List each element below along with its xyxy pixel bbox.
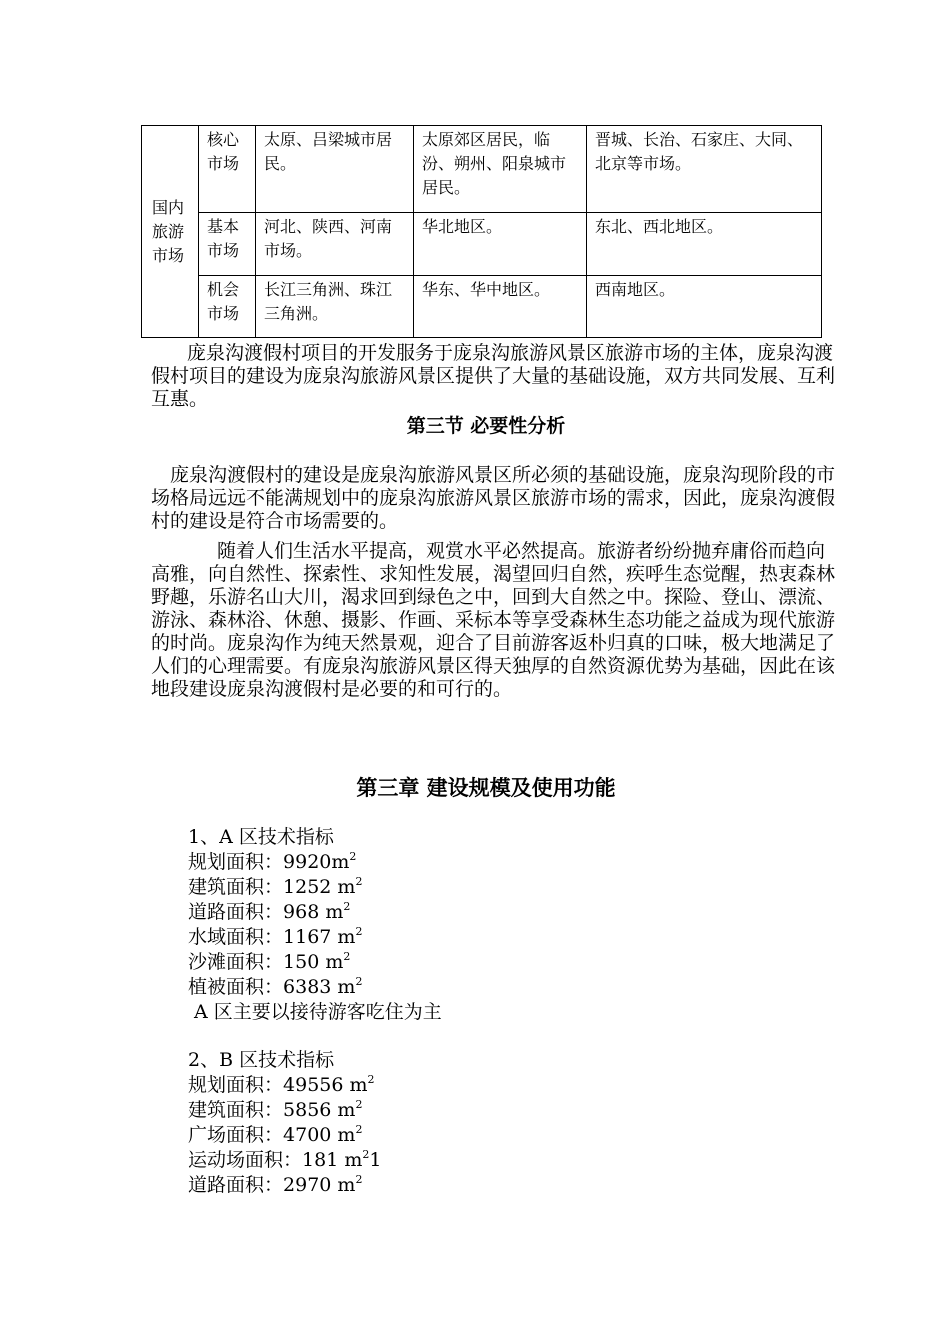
- spec-label: 道路面积：: [188, 901, 284, 923]
- table-cell: 华北地区。: [414, 213, 587, 276]
- spec-label: 水域面积：: [188, 926, 284, 948]
- spec-line: [188, 1123, 381, 1148]
- spec-label: 规划面积：: [188, 1074, 284, 1096]
- spec-line: [188, 875, 442, 900]
- spec-unit-exp: 2: [355, 1098, 363, 1111]
- spec-line: [188, 1173, 381, 1198]
- spec-value: 6383 m: [283, 976, 356, 998]
- spec-unit-exp: 2: [355, 1173, 363, 1186]
- spec-label: 沙滩面积：: [188, 951, 284, 973]
- table-cell: 晋城、长治、石家庄、大同、北京等市场。: [587, 126, 822, 213]
- spec-note: A 区主要以接待游客吃住为主: [194, 1001, 442, 1023]
- spec-label: 道路面积：: [188, 1174, 284, 1196]
- spec-title: 1、A 区技术指标: [188, 826, 334, 848]
- table-row: [142, 126, 822, 213]
- market-tier: 机会市场: [199, 276, 256, 338]
- spec-line: [188, 1098, 381, 1123]
- market-category: 国内旅游市场: [142, 126, 199, 338]
- spec-unit-exp: 2: [343, 900, 351, 913]
- market-tier: 核心市场: [199, 126, 256, 213]
- spec-label: 规划面积：: [188, 851, 284, 873]
- table-cell: 东北、西北地区。: [587, 213, 822, 276]
- spec-line: [188, 900, 442, 925]
- table-row: [142, 213, 822, 276]
- spec-value: 2970 m: [283, 1174, 356, 1196]
- spec-unit-exp: 2: [355, 975, 363, 988]
- spec-label: 植被面积：: [188, 976, 284, 998]
- spec-value: 150 m: [283, 951, 344, 973]
- spec-value: 5856 m: [283, 1099, 356, 1121]
- table-cell: 长江三角洲、珠江三角洲。: [256, 276, 414, 338]
- spec-suffix: 1: [369, 1149, 382, 1171]
- spec-unit-exp: 2: [355, 875, 363, 888]
- table-cell: 太原、吕梁城市居民。: [256, 126, 414, 213]
- spec-label: 建筑面积：: [188, 876, 284, 898]
- spec-label: 广场面积：: [188, 1124, 284, 1146]
- paragraph: 随着人们生活水平提高，观赏水平必然提高。旅游者纷纷抛弃庸俗而趋向高雅，向自然性、探索性、求知性发展，渴望回归自然，疾呼生态觉醒，热衷森林野趣，乐游名山大川，渴求回到绿色之中，回到大自然之中。探险、登山、漂流、游泳、森林浴、休憩、摄影、作画、采标本等享受森林生态功能之益成为现代旅游的时尚。庞泉沟作为纯天然景观，迎合了目前游客返朴归真的口味，极大地满足了人们的心理需要。有庞泉沟旅游风景区得天独厚的自然资源优势为基础，因此在该地段建设庞泉沟渡假村是必要的和可行的。: [151, 540, 836, 700]
- spec-unit-exp: 2: [355, 925, 363, 938]
- table-row: [142, 276, 822, 338]
- spec-value: 4700 m: [283, 1124, 356, 1146]
- paragraph: 庞泉沟渡假村的建设是庞泉沟旅游风景区所必须的基础设施，庞泉沟现阶段的市场格局远远不能满规划中的庞泉沟旅游风景区旅游市场的需求，因此，庞泉沟渡假村的建设是符合市场需要的。: [151, 464, 836, 532]
- spec-value: 9920m: [283, 851, 350, 873]
- paragraph: 庞泉沟渡假村项目的开发服务于庞泉沟旅游风景区旅游市场的主体，庞泉沟渡假村项目的建设为庞泉沟旅游风景区提供了大量的基础设施，双方共同发展、互利互惠。: [151, 342, 836, 410]
- spec-line: [188, 975, 442, 1000]
- spec-value: 181 m: [302, 1149, 363, 1171]
- spec-title: 2、B 区技术指标: [188, 1049, 335, 1071]
- spec-line: [188, 925, 442, 950]
- spec-value: 1167 m: [283, 926, 356, 948]
- spec-value: 1252 m: [283, 876, 356, 898]
- market-tier: 基本市场: [199, 213, 256, 276]
- chapter-title: 第三章 建设规模及使用功能: [356, 776, 616, 800]
- spec-label: 运动场面积：: [188, 1149, 303, 1171]
- spec-value: 968 m: [283, 901, 344, 923]
- table-cell: 华东、华中地区。: [414, 276, 587, 338]
- spec-label: 建筑面积：: [188, 1099, 284, 1121]
- spec-line: [188, 1148, 381, 1173]
- table-cell: 太原郊区居民，临汾、朔州、阳泉城市居民。: [414, 126, 587, 213]
- table-cell: 河北、陕西、河南市场。: [256, 213, 414, 276]
- spec-line: [188, 950, 442, 975]
- spec-unit-exp: 2: [362, 1148, 370, 1161]
- section-title: 第三节 必要性分析: [406, 415, 566, 437]
- spec-unit-exp: 2: [343, 950, 351, 963]
- table-cell: 西南地区。: [587, 276, 822, 338]
- spec-value: 49556 m: [283, 1074, 368, 1096]
- area-b-specs: [188, 1048, 381, 1198]
- market-table: [141, 125, 822, 338]
- spec-unit-exp: 2: [355, 1123, 363, 1136]
- spec-unit-exp: 2: [349, 850, 357, 863]
- spec-line: [188, 1073, 381, 1098]
- area-a-specs: [188, 825, 442, 1025]
- spec-line: [188, 850, 442, 875]
- spec-unit-exp: 2: [367, 1073, 375, 1086]
